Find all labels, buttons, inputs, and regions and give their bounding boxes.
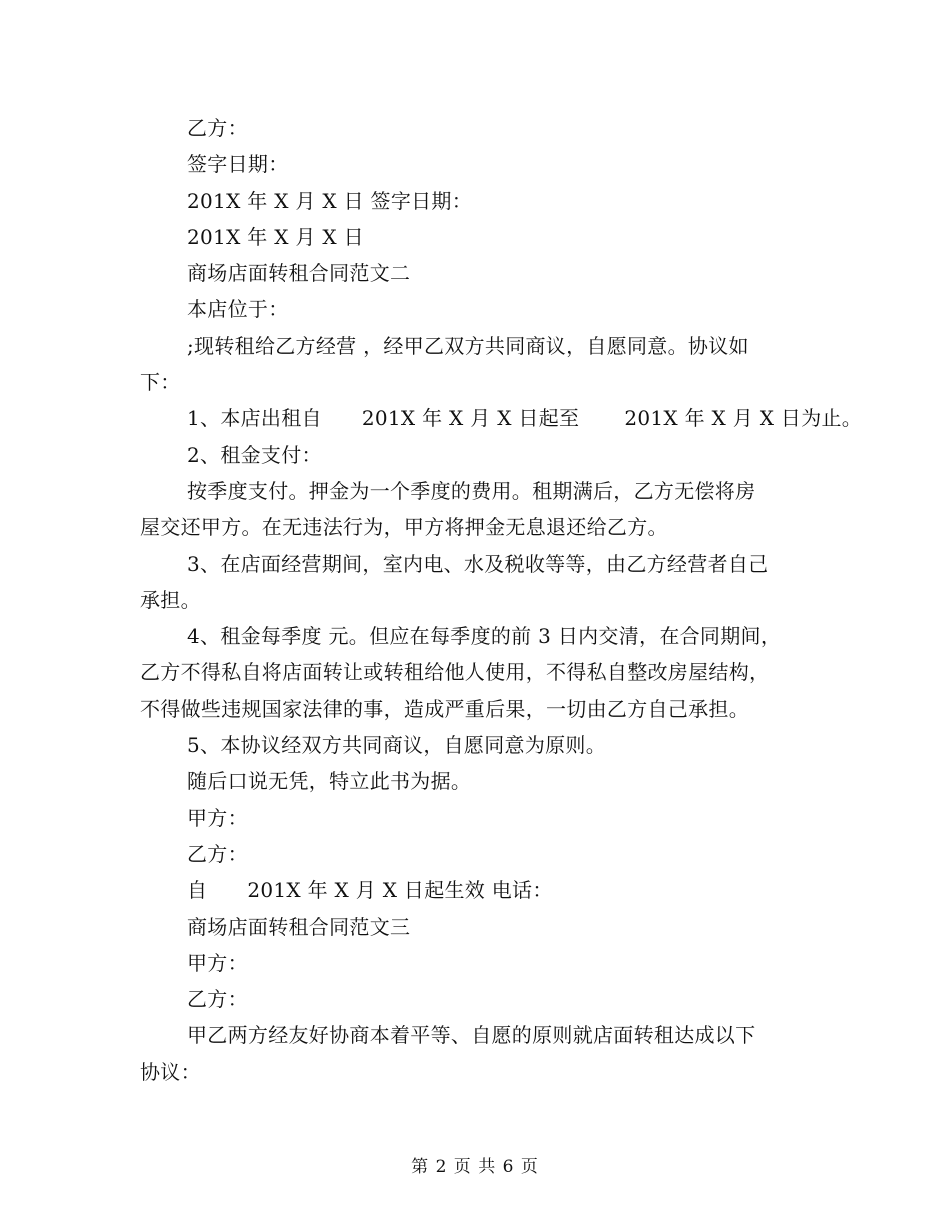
clause-2-line-2: 屋交还甲方。在无违法行为，甲方将押金无息退还给乙方。 xyxy=(140,515,668,540)
paragraph-intro-line-2: 下： xyxy=(140,370,181,395)
clause-3-line-2: 承担。 xyxy=(140,587,201,612)
clause-2-title: 2、租金支付： xyxy=(187,442,322,467)
agreement-intro-line-1: 甲乙两方经友好协商本着平等、自愿的原则就店面转租达成以下 xyxy=(187,1023,756,1048)
clause-4-line-2: 乙方不得私自将店面转让或转租给他人使用，不得私自整改房屋结构， xyxy=(140,660,770,685)
party-b-label-3: 乙方： xyxy=(187,987,248,1012)
party-a-label-2: 甲方： xyxy=(187,950,248,975)
clause-4-line-1: 4、租金每季度 元。但应在每季度的前 3 日内交清，在合同期间， xyxy=(187,624,782,649)
clause-2-line-1: 按季度支付。押金为一个季度的费用。租期满后，乙方无偿将房 xyxy=(187,478,756,503)
page-number-footer: 第 2 页 共 6 页 xyxy=(411,1157,539,1177)
document-body xyxy=(140,110,863,1090)
effective-from-label: 自 xyxy=(187,878,208,903)
effective-date-phone: 201X 年 X 月 X 日起生效 电话： xyxy=(247,878,553,903)
section-title-2: 商场店面转租合同范文二 xyxy=(187,261,411,286)
clause-1-part-2: 201X 年 X 月 X 日起至 xyxy=(361,406,580,431)
party-a-label: 甲方： xyxy=(187,805,248,830)
party-b-label: 乙方： xyxy=(187,116,248,140)
clause-4-line-3: 不得做些违规国家法律的事，造成严重后果，一切由乙方自己承担。 xyxy=(140,696,749,721)
section-title-3: 商场店面转租合同范文三 xyxy=(187,914,411,939)
clause-3-line-1: 3、在店面经营期间，室内电、水及税收等等，由乙方经营者自己 xyxy=(187,551,769,576)
clause-1-part-3: 201X 年 X 月 X 日为止。 xyxy=(624,406,863,431)
paragraph-intro-line-1: ;现转租给乙方经营 ，经甲乙双方共同商议，自愿同意。协议如 xyxy=(187,333,749,358)
date-line: 201X 年 X 月 X 日 xyxy=(187,224,364,249)
store-location-label: 本店位于： xyxy=(187,297,289,322)
closing-statement: 随后口说无凭，特立此书为据。 xyxy=(187,769,472,794)
clause-1 xyxy=(140,400,863,436)
agreement-intro-line-2: 协议： xyxy=(140,1059,201,1084)
clause-5: 5、本协议经双方共同商议，自愿同意为原则。 xyxy=(187,733,607,758)
signing-date-line: 201X 年 X 月 X 日 签字日期： xyxy=(187,188,473,213)
party-b-label-2: 乙方： xyxy=(187,841,248,866)
effective-date-line xyxy=(140,872,820,908)
clause-1-part-1: 1、本店出租自 xyxy=(187,406,322,431)
signing-date-label: 签字日期： xyxy=(187,152,289,177)
